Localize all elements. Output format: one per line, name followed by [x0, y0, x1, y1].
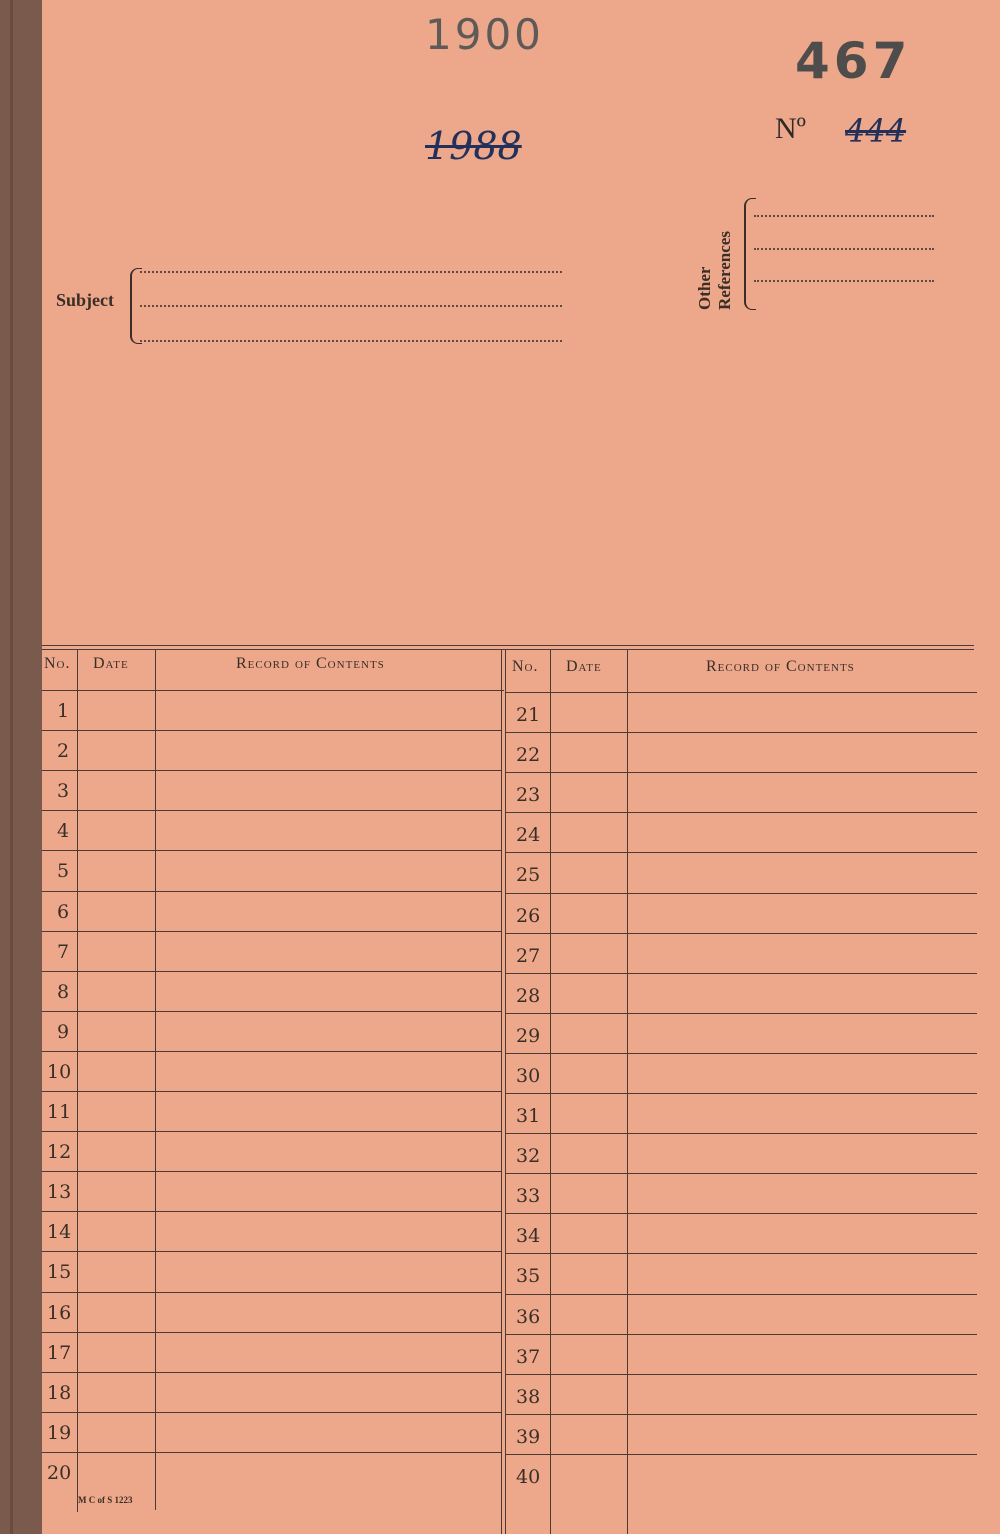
right-row-number: 35 — [516, 1265, 541, 1288]
left-row-number: 20 — [47, 1461, 72, 1484]
right-row-rule — [505, 973, 977, 974]
left-row-number: 3 — [57, 780, 70, 803]
left-row-number: 1 — [57, 700, 70, 722]
subject-line-1[interactable] — [140, 271, 562, 273]
right-row-rule — [505, 1053, 977, 1054]
left-row-rule — [42, 1171, 501, 1172]
right-row-number: 30 — [516, 1064, 541, 1087]
left-row-rule — [42, 730, 501, 731]
left-row-number: 11 — [47, 1101, 72, 1123]
right-row-number: 38 — [516, 1385, 541, 1408]
right-row-rule — [505, 1374, 977, 1375]
left-row-rule — [42, 770, 501, 771]
left-row-number: 17 — [47, 1341, 72, 1364]
right-row-rule — [505, 1013, 977, 1014]
handwritten-number: 1988 — [425, 124, 522, 168]
right-row-number: 22 — [516, 744, 541, 767]
left-row-rule — [42, 1452, 501, 1453]
right-row-number: 26 — [516, 904, 541, 927]
right-row-number: 37 — [516, 1345, 541, 1368]
right-row-number: 24 — [516, 824, 541, 847]
right-row-rule — [505, 1454, 977, 1455]
center-divider-1 — [501, 650, 502, 1534]
left-row-rule — [42, 850, 501, 851]
right-row-rule — [505, 1334, 977, 1335]
left-row-rule — [42, 1131, 501, 1132]
left-row-rule — [42, 810, 501, 811]
left-row-rule — [42, 891, 501, 892]
other-references-label — [695, 200, 735, 310]
left-row-number: 14 — [47, 1221, 72, 1244]
left-row-rule — [42, 1011, 501, 1012]
folder-cover — [42, 0, 1000, 1534]
right-row-rule — [505, 1213, 977, 1214]
right-row-number: 28 — [516, 984, 541, 1007]
right-row-rule — [505, 1253, 977, 1254]
right-row-number: 27 — [516, 944, 541, 967]
left-row-number: 2 — [57, 740, 70, 763]
left-row-number: 5 — [57, 860, 70, 883]
right-col-rule-date — [627, 650, 628, 1534]
right-row-rule — [505, 812, 977, 813]
left-col-rule-no — [77, 650, 78, 1512]
other-ref-line-2[interactable] — [754, 248, 934, 250]
center-divider-2 — [505, 650, 506, 1534]
left-row-rule — [42, 1292, 501, 1293]
right-row-number: 39 — [516, 1425, 541, 1448]
subject-label: Subject — [56, 290, 114, 310]
right-row-number: 40 — [516, 1465, 541, 1488]
left-header-bottom-rule — [42, 690, 504, 691]
left-row-rule — [42, 1251, 501, 1252]
right-row-number: 34 — [516, 1225, 541, 1248]
table-top-rule-2 — [42, 649, 974, 650]
right-row-number: 25 — [516, 864, 541, 887]
subject-line-2[interactable] — [140, 305, 562, 307]
left-row-number: 12 — [47, 1141, 72, 1164]
number-value: 444 — [845, 112, 907, 150]
left-row-number: 9 — [57, 1020, 70, 1043]
left-row-number: 10 — [47, 1060, 72, 1083]
left-row-number: 15 — [47, 1261, 72, 1284]
right-row-number: 31 — [516, 1105, 541, 1127]
right-header-date: Date — [566, 658, 602, 675]
left-row-number: 18 — [47, 1381, 72, 1404]
file-number-stamp: 467 — [795, 32, 912, 90]
right-row-rule — [505, 933, 977, 934]
right-header-bottom-rule — [505, 692, 977, 693]
left-row-rule — [42, 1051, 501, 1052]
other-label-line1: Other — [695, 266, 714, 310]
left-row-rule — [42, 971, 501, 972]
folder-spine — [0, 0, 42, 1534]
right-row-number: 36 — [516, 1305, 541, 1328]
left-row-number: 4 — [57, 820, 70, 843]
right-row-rule — [505, 1133, 977, 1134]
left-row-rule — [42, 1372, 501, 1373]
right-row-number: 29 — [516, 1024, 541, 1047]
right-row-number: 33 — [516, 1185, 541, 1208]
right-row-rule — [505, 852, 977, 853]
other-ref-line-3[interactable] — [754, 280, 934, 282]
left-row-rule — [42, 931, 501, 932]
right-row-rule — [505, 1173, 977, 1174]
left-row-number: 16 — [47, 1301, 72, 1324]
right-header-no: No. — [512, 658, 539, 675]
right-row-rule — [505, 893, 977, 894]
right-row-number: 23 — [516, 784, 541, 807]
right-row-number: 21 — [516, 704, 541, 726]
spine-edge — [10, 0, 13, 1534]
right-header-contents: Record of Contents — [706, 658, 855, 675]
left-row-number: 6 — [57, 900, 70, 923]
left-row-number: 7 — [57, 940, 70, 963]
right-row-rule — [505, 772, 977, 773]
number-label: Nº — [775, 112, 806, 145]
subject-line-3[interactable] — [140, 340, 562, 342]
left-row-rule — [42, 1211, 501, 1212]
left-header-no: No. — [44, 655, 71, 672]
right-row-rule — [505, 732, 977, 733]
left-header-contents: Record of Contents — [236, 655, 385, 672]
right-row-rule — [505, 1294, 977, 1295]
other-ref-line-1[interactable] — [754, 215, 934, 217]
right-row-rule — [505, 1414, 977, 1415]
left-col-rule-date — [155, 650, 156, 1510]
left-row-number: 13 — [47, 1181, 72, 1204]
table-top-rule-1 — [42, 645, 974, 646]
left-header-date: Date — [93, 655, 129, 672]
right-row-number: 32 — [516, 1145, 541, 1168]
year-stamp: 1900 — [425, 10, 544, 59]
left-row-rule — [42, 1091, 501, 1092]
right-col-rule-no — [550, 650, 551, 1534]
left-row-rule — [42, 1412, 501, 1413]
form-code: M C of S 1223 — [78, 1495, 133, 1505]
left-row-rule — [42, 1332, 501, 1333]
other-label-line2: References — [715, 231, 734, 310]
left-row-number: 19 — [47, 1421, 72, 1444]
left-row-number: 8 — [57, 980, 70, 1003]
right-row-rule — [505, 1093, 977, 1094]
